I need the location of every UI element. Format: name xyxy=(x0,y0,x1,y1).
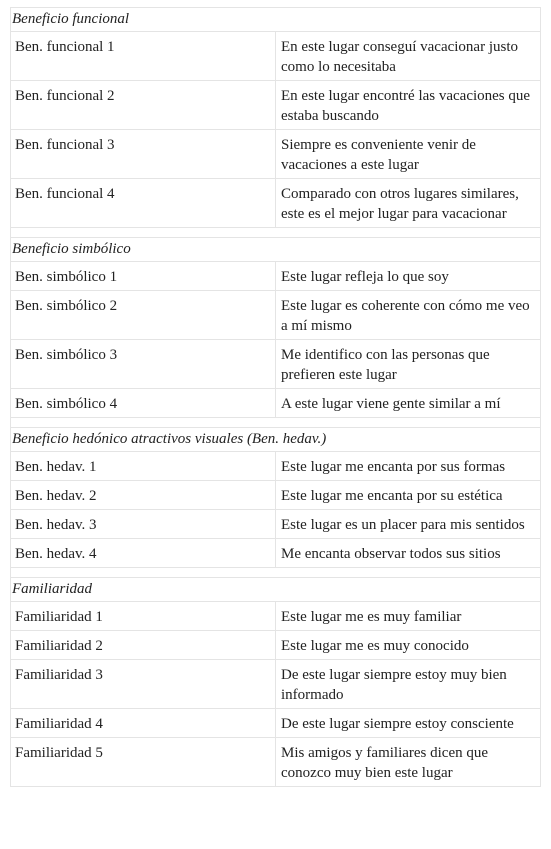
item-code: Familiaridad 2 xyxy=(11,631,276,660)
section-title: Beneficio simbólico xyxy=(11,238,541,262)
item-code: Ben. simbólico 2 xyxy=(11,291,276,340)
item-code: Ben. hedav. 1 xyxy=(11,452,276,481)
section-spacer-row xyxy=(11,568,541,578)
table-row xyxy=(11,179,541,228)
spacer-cell xyxy=(11,228,541,238)
item-statement: Comparado con otros lugares similares, este es el mejor lugar para vacacionar xyxy=(276,179,541,228)
item-statement: Me identifico con las personas que prefieren este lugar xyxy=(276,340,541,389)
table-row xyxy=(11,452,541,481)
section-header-row xyxy=(11,8,541,32)
item-code: Ben. hedav. 4 xyxy=(11,539,276,568)
item-statement: Este lugar me es muy familiar xyxy=(276,602,541,631)
item-statement: En este lugar encontré las vacaciones que estaba buscando xyxy=(276,81,541,130)
table-row xyxy=(11,738,541,787)
table-row xyxy=(11,481,541,510)
table-row xyxy=(11,130,541,179)
table-row xyxy=(11,32,541,81)
item-statement: De este lugar siempre estoy muy bien informado xyxy=(276,660,541,709)
item-code: Ben. hedav. 2 xyxy=(11,481,276,510)
item-code: Ben. funcional 2 xyxy=(11,81,276,130)
item-statement: Este lugar me encanta por su estética xyxy=(276,481,541,510)
table-row xyxy=(11,709,541,738)
table-row xyxy=(11,510,541,539)
table-row xyxy=(11,660,541,709)
item-code: Familiaridad 5 xyxy=(11,738,276,787)
item-code: Familiaridad 3 xyxy=(11,660,276,709)
item-statement: Este lugar refleja lo que soy xyxy=(276,262,541,291)
item-statement: Este lugar es un placer para mis sentidos xyxy=(276,510,541,539)
section-header-row xyxy=(11,578,541,602)
item-statement: Este lugar es coherente con cómo me veo a mí mismo xyxy=(276,291,541,340)
section-title: Beneficio hedónico atractivos visuales (Ben. hedav.) xyxy=(11,428,541,452)
item-statement: En este lugar conseguí vacacionar justo como lo necesitaba xyxy=(276,32,541,81)
item-statement: Este lugar me es muy conocido xyxy=(276,631,541,660)
table-row xyxy=(11,631,541,660)
item-code: Ben. hedav. 3 xyxy=(11,510,276,539)
items-table-body xyxy=(11,8,541,787)
item-code: Ben. funcional 3 xyxy=(11,130,276,179)
item-code: Ben. simbólico 4 xyxy=(11,389,276,418)
section-spacer-row xyxy=(11,418,541,428)
item-statement: Este lugar me encanta por sus formas xyxy=(276,452,541,481)
item-code: Familiaridad 1 xyxy=(11,602,276,631)
section-header-row xyxy=(11,428,541,452)
section-title: Familiaridad xyxy=(11,578,541,602)
item-statement: De este lugar siempre estoy consciente xyxy=(276,709,541,738)
item-statement: Mis amigos y familiares dicen que conozco muy bien este lugar xyxy=(276,738,541,787)
table-row xyxy=(11,340,541,389)
item-code: Familiaridad 4 xyxy=(11,709,276,738)
spacer-cell xyxy=(11,418,541,428)
item-code: Ben. funcional 1 xyxy=(11,32,276,81)
table-row xyxy=(11,389,541,418)
item-code: Ben. simbólico 1 xyxy=(11,262,276,291)
item-code: Ben. simbólico 3 xyxy=(11,340,276,389)
table-row xyxy=(11,291,541,340)
item-code: Ben. funcional 4 xyxy=(11,179,276,228)
section-title: Beneficio funcional xyxy=(11,8,541,32)
item-statement: Me encanta observar todos sus sitios xyxy=(276,539,541,568)
section-header-row xyxy=(11,238,541,262)
item-statement: A este lugar viene gente similar a mí xyxy=(276,389,541,418)
section-spacer-row xyxy=(11,228,541,238)
table-row xyxy=(11,602,541,631)
table-row xyxy=(11,81,541,130)
item-statement: Siempre es conveniente venir de vacaciones a este lugar xyxy=(276,130,541,179)
table-row xyxy=(11,262,541,291)
items-table-container xyxy=(10,7,541,787)
items-table xyxy=(10,7,541,787)
table-row xyxy=(11,539,541,568)
spacer-cell xyxy=(11,568,541,578)
